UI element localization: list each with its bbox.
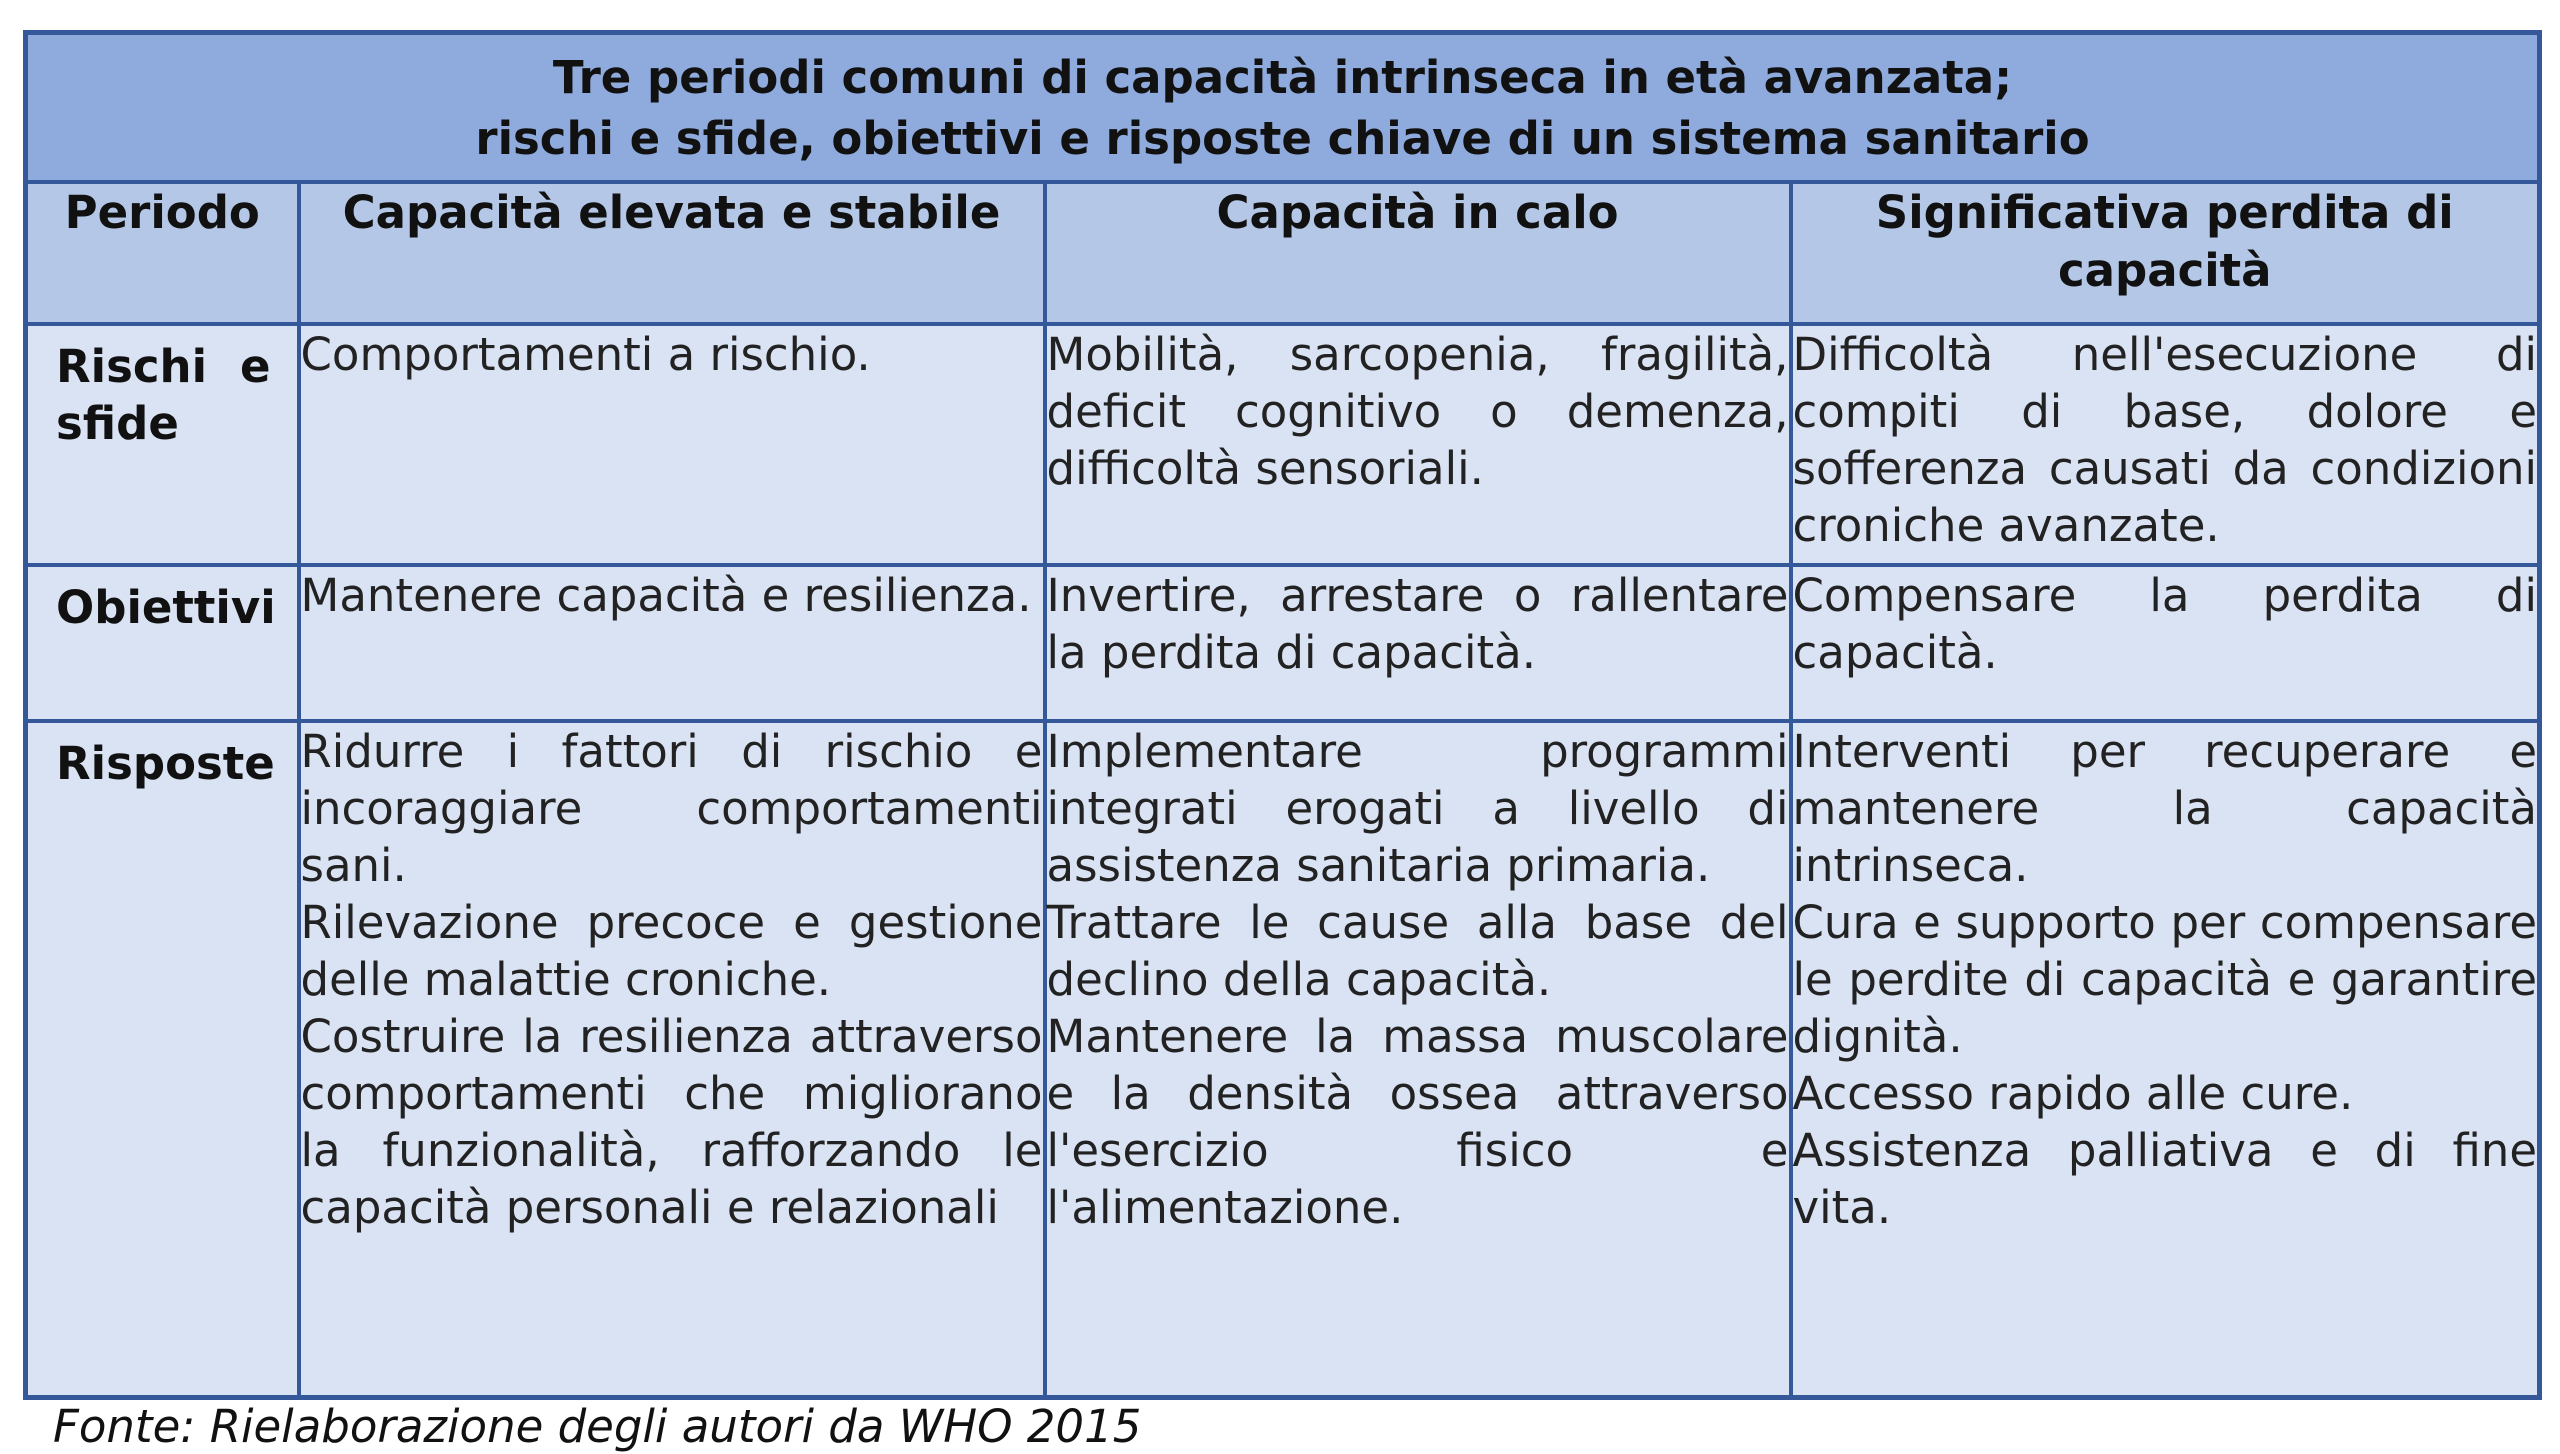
header-period: Periodo	[26, 182, 299, 324]
header-high-stable-capacity: Capacità elevata e stabile	[299, 182, 1045, 324]
response-item: Mantenere la massa muscolare e la densità ossea attraverso l'esercizio fisico e l'alimentazione.	[1046, 1010, 1789, 1234]
table-title-line-2: rischi e sfide, obiettivi e risposte chiave di un sistema sanitario	[475, 112, 2090, 165]
table-row-goals	[26, 565, 2540, 721]
row-label-responses: Risposte	[26, 721, 299, 1398]
response-item: Interventi per recuperare e mantenere la capacità intrinseca.	[1792, 725, 2538, 892]
table-title-row	[26, 33, 2540, 183]
cell-responses-col1	[299, 721, 1045, 1398]
response-item: Rilevazione precoce e gestione delle malattie croniche.	[300, 896, 1043, 1006]
table-title	[26, 33, 2540, 183]
response-item: Costruire la resilienza attraverso comportamenti che migliorano la funzionalità, rafforzando le capacità personali e relazionali	[300, 1010, 1043, 1234]
cell-responses-col3	[1791, 721, 2540, 1398]
cell-risks-col2: Mobilità, sarcopenia, fragilità, deficit cognitivo o demenza, difficoltà sensoriali.	[1045, 324, 1791, 565]
source-caption: Fonte: Rielaborazione degli autori da WHO 2015	[53, 1400, 1142, 1453]
response-item: Implementare programmi integrati erogati a livello di assistenza sanitaria primaria.	[1046, 725, 1789, 892]
table-header-row	[26, 182, 2540, 324]
table-row-responses	[26, 721, 2540, 1398]
cell-goals-col2: Invertire, arrestare o rallentare la perdita di capacità.	[1045, 565, 1791, 721]
response-item: Accesso rapido alle cure.	[1792, 1067, 2354, 1120]
cell-goals-col3: Compensare la perdita di capacità.	[1791, 565, 2540, 721]
row-label-risks: Rischi e sfide	[26, 324, 299, 565]
cell-responses-col2	[1045, 721, 1791, 1398]
cell-risks-col3: Difficoltà nell'esecuzione di compiti di base, dolore e sofferenza causati da condizioni croniche avanzate.	[1791, 324, 2540, 565]
row-label-goals: Obiettivi	[26, 565, 299, 721]
response-item: Ridurre i fattori di rischio e incoraggiare comportamenti sani.	[300, 725, 1043, 892]
response-item: Cura e supporto per compensare le perdite di capacità e garantire dignità.	[1792, 896, 2538, 1063]
cell-risks-col1: Comportamenti a rischio.	[299, 324, 1045, 565]
capacity-periods-table	[23, 30, 2542, 1400]
table-title-line-1: Tre periodi comuni di capacità intrinseca in età avanzata;	[552, 51, 2013, 104]
header-significant-loss: Significativa perdita di capacità	[1791, 182, 2540, 324]
response-item: Assistenza palliativa e di fine vita.	[1792, 1124, 2538, 1234]
table-row-risks	[26, 324, 2540, 565]
cell-goals-col1: Mantenere capacità e resilienza.	[299, 565, 1045, 721]
response-item: Trattare le cause alla base del declino della capacità.	[1046, 896, 1789, 1006]
header-declining-capacity: Capacità in calo	[1045, 182, 1791, 324]
